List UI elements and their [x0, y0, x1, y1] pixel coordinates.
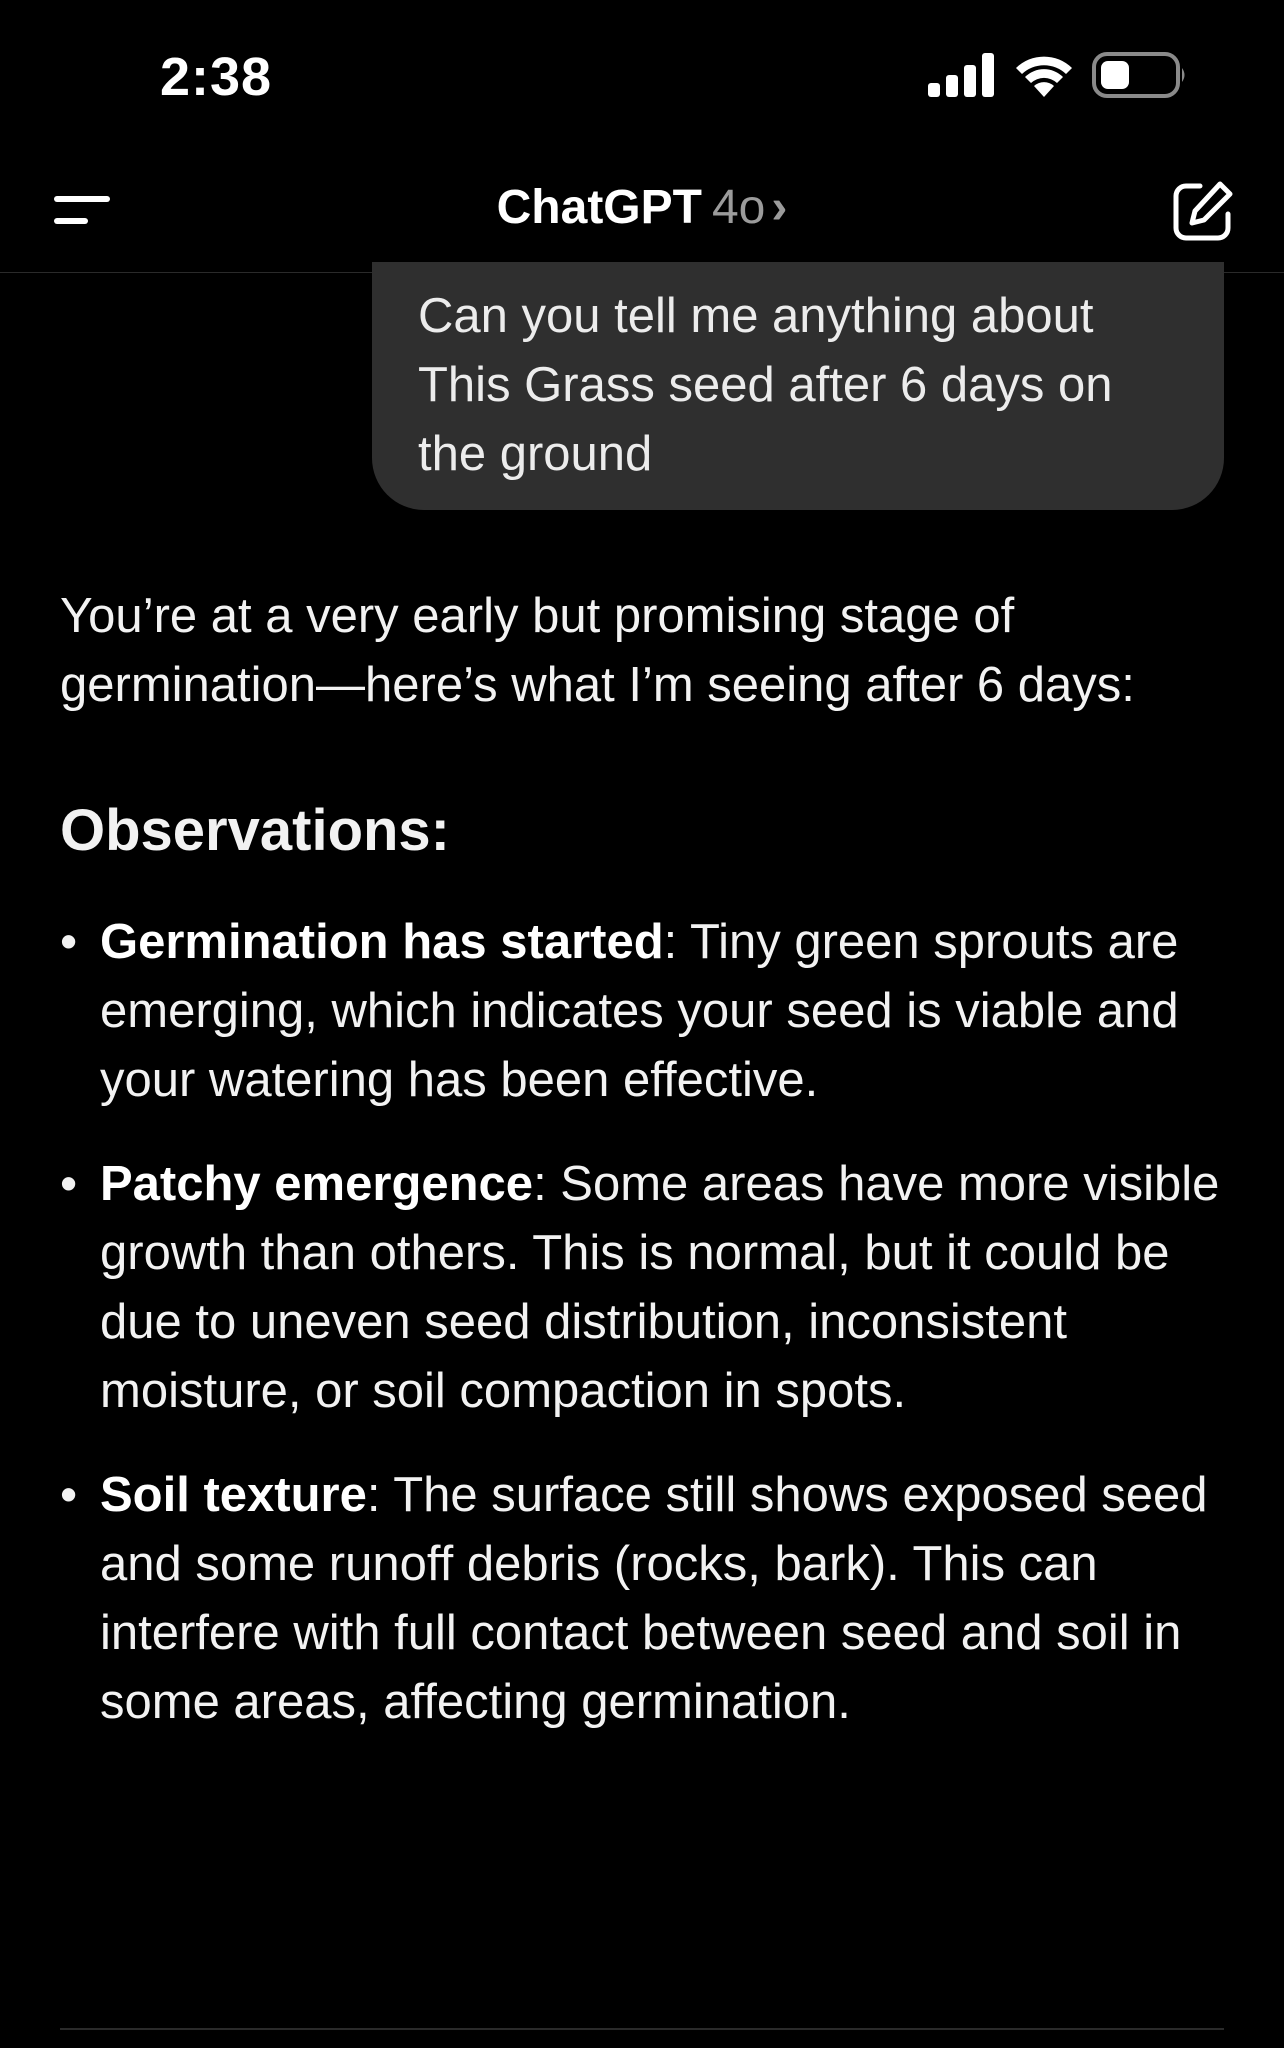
bullet-icon: •: [60, 1468, 78, 1522]
status-bar: [0, 0, 1284, 150]
model-name: 4o: [711, 181, 766, 234]
user-message-text: Can you tell me anything about This Grass seed after 6 days on the ground: [418, 289, 1113, 481]
app-title: ChatGPT: [496, 181, 702, 234]
user-message-bubble: [372, 262, 1224, 510]
status-time: 2:38: [160, 47, 273, 107]
observations-list: [60, 908, 1220, 1737]
wifi-icon: [1014, 53, 1074, 97]
list-item: [60, 908, 1220, 1115]
divider: [60, 2028, 1224, 2030]
chevron-right-icon: ›: [771, 181, 788, 234]
new-chat-icon: [1170, 178, 1236, 244]
item-text: : The surface still shows exposed seed and some runoff debris (rocks, bark). This can interfere with full contact between seed and soil in some areas, affecting germination.: [100, 1468, 1208, 1729]
model-selector[interactable]: [0, 180, 1284, 235]
list-item: [60, 1150, 1220, 1426]
assistant-intro: You’re at a very early but promising stage of germination—here’s what I’m seeing after 6 days:: [60, 589, 1135, 712]
item-term: Patchy emergence: [100, 1157, 534, 1211]
item-text: : Some areas have more visible growth than others. This is normal, but it could be due to uneven seed distribution, inconsistent moisture, or soil compaction in spots.: [100, 1157, 1220, 1418]
item-text: : Tiny green sprouts are emerging, which indicates your seed is viable and your watering has been effective.: [100, 915, 1179, 1107]
new-chat-button[interactable]: [1170, 178, 1236, 244]
assistant-message: [60, 582, 1220, 1772]
status-icons: [928, 52, 1188, 98]
item-term: Soil texture: [100, 1468, 367, 1522]
bullet-icon: •: [60, 1157, 78, 1211]
nav-bar: [0, 150, 1284, 273]
battery-icon: [1092, 52, 1188, 98]
bullet-icon: •: [60, 915, 78, 969]
observations-heading: Observations:: [60, 798, 450, 863]
item-term: Germination has started: [100, 915, 664, 969]
list-item: [60, 1461, 1220, 1737]
cellular-signal-icon: [928, 53, 996, 97]
